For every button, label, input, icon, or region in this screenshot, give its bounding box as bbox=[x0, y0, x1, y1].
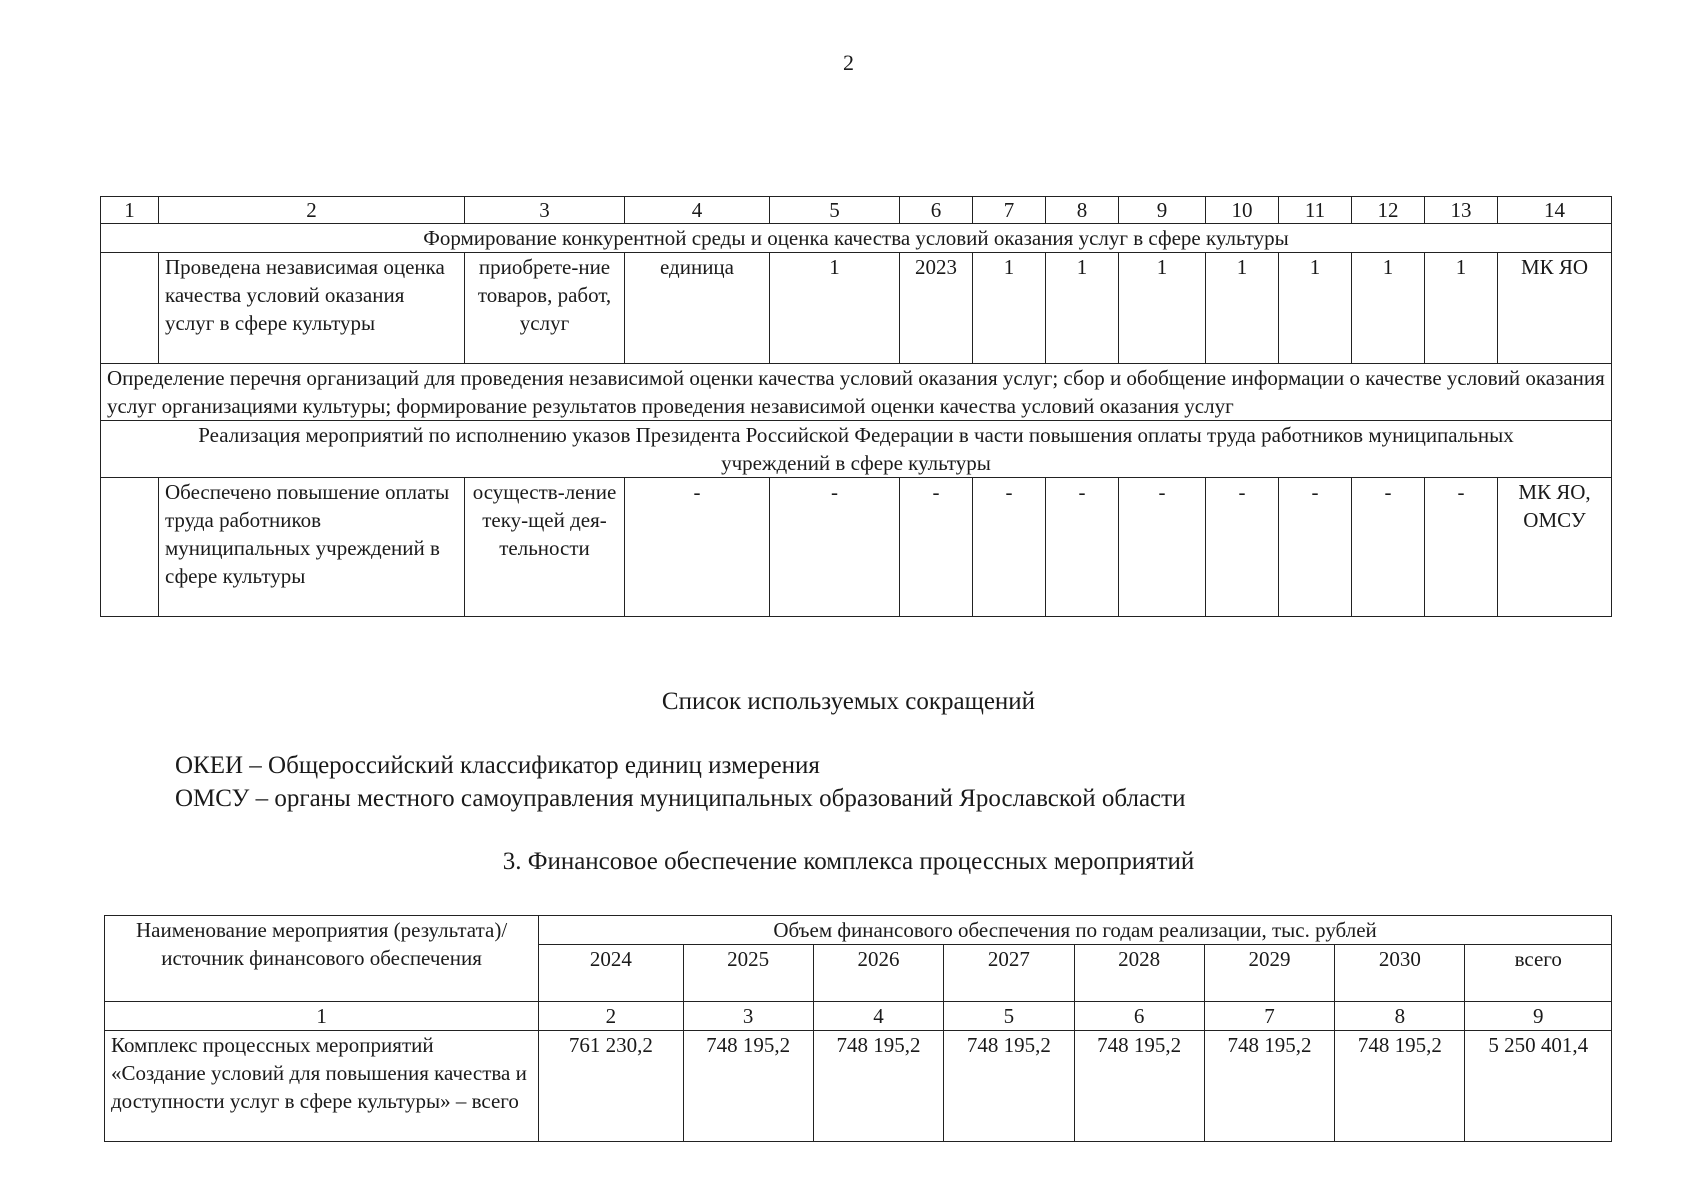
unit: - bbox=[625, 478, 770, 617]
abbreviation-item: ОКЕИ – Общероссийский классификатор единиц измерения bbox=[175, 752, 820, 779]
col-num: 9 bbox=[1119, 197, 1206, 224]
section-title: Реализация мероприятий по исполнению указов Президента Российской Федерации в части повышения оплаты труда работников муниципальных учреждений в сфере культуры bbox=[101, 421, 1612, 478]
col-num: 4 bbox=[625, 197, 770, 224]
col-num: 10 bbox=[1206, 197, 1279, 224]
responsible: МК ЯО, ОМСУ bbox=[1498, 478, 1612, 617]
year-header: 2029 bbox=[1204, 945, 1334, 1002]
col-num: 12 bbox=[1352, 197, 1425, 224]
row-number bbox=[101, 478, 159, 617]
volume-header: Объем финансового обеспечения по годам реализации, тыс. рублей bbox=[539, 916, 1612, 945]
col-num: 6 bbox=[900, 197, 973, 224]
total-header: всего bbox=[1465, 945, 1612, 1002]
value-2030: 748 195,2 bbox=[1335, 1031, 1465, 1142]
section-title-row bbox=[101, 224, 1612, 253]
col-num: 14 bbox=[1498, 197, 1612, 224]
col-num: 8 bbox=[1335, 1002, 1465, 1031]
col-num: 7 bbox=[973, 197, 1046, 224]
column-numbers-row bbox=[101, 197, 1612, 224]
year-header: 2027 bbox=[944, 945, 1074, 1002]
col-num: 3 bbox=[683, 1002, 813, 1031]
value-2025: - bbox=[1046, 478, 1119, 617]
year-header: 2025 bbox=[683, 945, 813, 1002]
col-num: 5 bbox=[944, 1002, 1074, 1031]
value-2025: 1 bbox=[1046, 253, 1119, 364]
value-2030: - bbox=[1425, 478, 1498, 617]
value-2028: 1 bbox=[1279, 253, 1352, 364]
name-header: Наименование мероприятия (результата)/ источник финансового обеспечения bbox=[105, 916, 539, 1002]
section-title-row bbox=[101, 421, 1612, 478]
value-2027: - bbox=[1206, 478, 1279, 617]
abbreviation-item: ОМСУ – органы местного самоуправления муниципальных образований Ярославской области bbox=[175, 785, 1186, 812]
base-value: - bbox=[770, 478, 900, 617]
financing-table bbox=[104, 915, 1612, 1142]
col-num: 8 bbox=[1046, 197, 1119, 224]
col-num: 5 bbox=[770, 197, 900, 224]
page-number: 2 bbox=[843, 50, 854, 75]
value-2026: 1 bbox=[1119, 253, 1206, 364]
value-2027: 748 195,2 bbox=[944, 1031, 1074, 1142]
value-2024: 1 bbox=[973, 253, 1046, 364]
year-header: 2030 bbox=[1335, 945, 1465, 1002]
value-2024: 761 230,2 bbox=[539, 1031, 683, 1142]
col-num: 2 bbox=[539, 1002, 683, 1031]
value-2026: - bbox=[1119, 478, 1206, 617]
table-row bbox=[105, 1031, 1612, 1142]
result-name: Обеспечено повышение оплаты труда работников муниципальных учреждений в сфере культуры bbox=[159, 478, 465, 617]
value-2030: 1 bbox=[1425, 253, 1498, 364]
result-type: приобрете-ние товаров, работ, услуг bbox=[465, 253, 625, 364]
column-numbers-row bbox=[105, 1002, 1612, 1031]
col-num: 13 bbox=[1425, 197, 1498, 224]
base-value: 1 bbox=[770, 253, 900, 364]
value-2026: 748 195,2 bbox=[813, 1031, 943, 1142]
row-number bbox=[101, 253, 159, 364]
table-row bbox=[101, 478, 1612, 617]
base-year: 2023 bbox=[900, 253, 973, 364]
responsible: МК ЯО bbox=[1498, 253, 1612, 364]
year-header: 2024 bbox=[539, 945, 683, 1002]
value-2027: 1 bbox=[1206, 253, 1279, 364]
col-num: 3 bbox=[465, 197, 625, 224]
results-table bbox=[100, 196, 1612, 617]
description-row bbox=[101, 364, 1612, 421]
value-2024: - bbox=[973, 478, 1046, 617]
value-2025: 748 195,2 bbox=[683, 1031, 813, 1142]
result-description: Определение перечня организаций для проведения независимой оценки качества условий оказания услуг; сбор и обобщение информации о качестве условий оказания услуг организациями культуры; формирование результатов проведения независимой оценки качества условий оказания услуг bbox=[101, 364, 1612, 421]
col-num: 2 bbox=[159, 197, 465, 224]
value-2028: - bbox=[1279, 478, 1352, 617]
unit: единица bbox=[625, 253, 770, 364]
result-name: Проведена независимая оценка качества условий оказания услуг в сфере культуры bbox=[159, 253, 465, 364]
header-row bbox=[105, 916, 1612, 945]
value-2029: - bbox=[1352, 478, 1425, 617]
col-num: 1 bbox=[101, 197, 159, 224]
col-num: 9 bbox=[1465, 1002, 1612, 1031]
value-2029: 748 195,2 bbox=[1204, 1031, 1334, 1142]
value-total: 5 250 401,4 bbox=[1465, 1031, 1612, 1142]
table-row bbox=[101, 253, 1612, 364]
value-2029: 1 bbox=[1352, 253, 1425, 364]
col-num: 1 bbox=[105, 1002, 539, 1031]
col-num: 4 bbox=[813, 1002, 943, 1031]
col-num: 11 bbox=[1279, 197, 1352, 224]
section-title: Формирование конкурентной среды и оценка качества условий оказания услуг в сфере культуры bbox=[101, 224, 1612, 253]
year-header: 2026 bbox=[813, 945, 943, 1002]
col-num: 6 bbox=[1074, 1002, 1204, 1031]
col-num: 7 bbox=[1204, 1002, 1334, 1031]
financing-title: 3. Финансовое обеспечение комплекса процессных мероприятий bbox=[502, 848, 1195, 875]
value-2028: 748 195,2 bbox=[1074, 1031, 1204, 1142]
activity-name: Комплекс процессных мероприятий «Создание условий для повышения качества и доступности услуг в сфере культуры» – всего bbox=[105, 1031, 539, 1142]
result-type: осуществ-ление теку-щей дея-тельности bbox=[465, 478, 625, 617]
base-year: - bbox=[900, 478, 973, 617]
abbreviations-title: Список используемых сокращений bbox=[661, 688, 1036, 715]
year-header: 2028 bbox=[1074, 945, 1204, 1002]
